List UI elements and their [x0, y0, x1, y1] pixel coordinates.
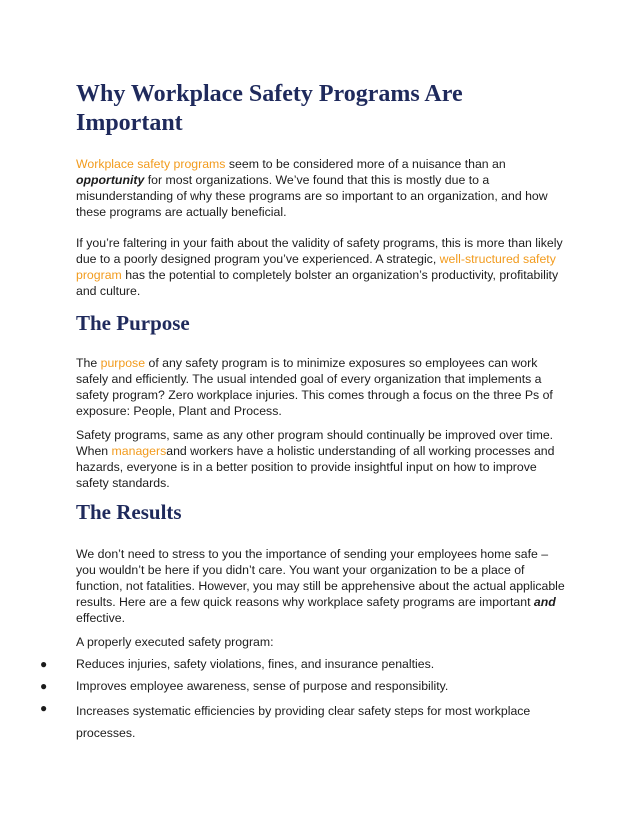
purpose-paragraph-1: The purpose of any safety program is to minimize exposures so employees can work safely and efficiently. The usual intended goal of every organization that implements a safety program? Zero workplace injuries. This comes through a focus on the three Ps of exposure: People, Plant and Process. [76, 356, 553, 418]
purpose-heading: The Purpose [76, 311, 190, 335]
list-item: ● Reduces injuries, safety violations, fines, and insurance penalties. [40, 657, 435, 671]
purpose-paragraph-2: Safety programs, same as any other program should continually be improved over time. When managersand workers have a holistic understanding of all working processes and hazards, everyone is in a better position to provide insightful input on how to improve safety standards. [76, 428, 555, 490]
results-paragraph-2: A properly executed safety program: [76, 635, 274, 649]
results-heading: The Results [76, 500, 182, 524]
intro-paragraph-1: Workplace safety programs seem to be considered more of a nuisance than an opportunity for most organizations. We’ve found that this is mostly due to a misunderstanding of why these programs are so important to an organization, and how these programs are actually beneficial. [76, 157, 548, 219]
results-paragraph-1: We don’t need to stress to you the importance of sending your employees home safe – you wouldn’t be here if you didn’t care. You want your organization to be a place of function, not fatalities. However, you may still be apprehensive about the actual applicable results. Here are a few quick reasons why workplace safety programs are important and effective. [76, 547, 565, 625]
list-item: ● Increases systematic efficiencies by providing clear safety steps for most workplace processes. [40, 701, 531, 740]
page-title: Why Workplace Safety Programs Are Important [76, 81, 463, 136]
bullet-icon: ● [40, 701, 48, 715]
bullet-icon: ● [40, 657, 48, 671]
managers-link[interactable]: managers [111, 444, 167, 458]
bullet-icon: ● [40, 679, 48, 693]
results-bullet-list [0, 656, 600, 744]
list-item: ● Improves employee awareness, sense of purpose and responsibility. [40, 679, 449, 693]
well-structured-safety-program-link[interactable]: well-structured safety program [76, 252, 556, 282]
workplace-safety-programs-link[interactable]: Workplace safety programs [76, 157, 226, 171]
intro-paragraph-2: If you’re faltering in your faith about the validity of safety programs, this is more than likely due to a poorly designed program you’ve experienced. A strategic, well-structured safety program has the potential to completely bolster an organization’s productivity, profitability and culture. [76, 236, 563, 298]
purpose-link[interactable]: purpose [100, 356, 146, 370]
